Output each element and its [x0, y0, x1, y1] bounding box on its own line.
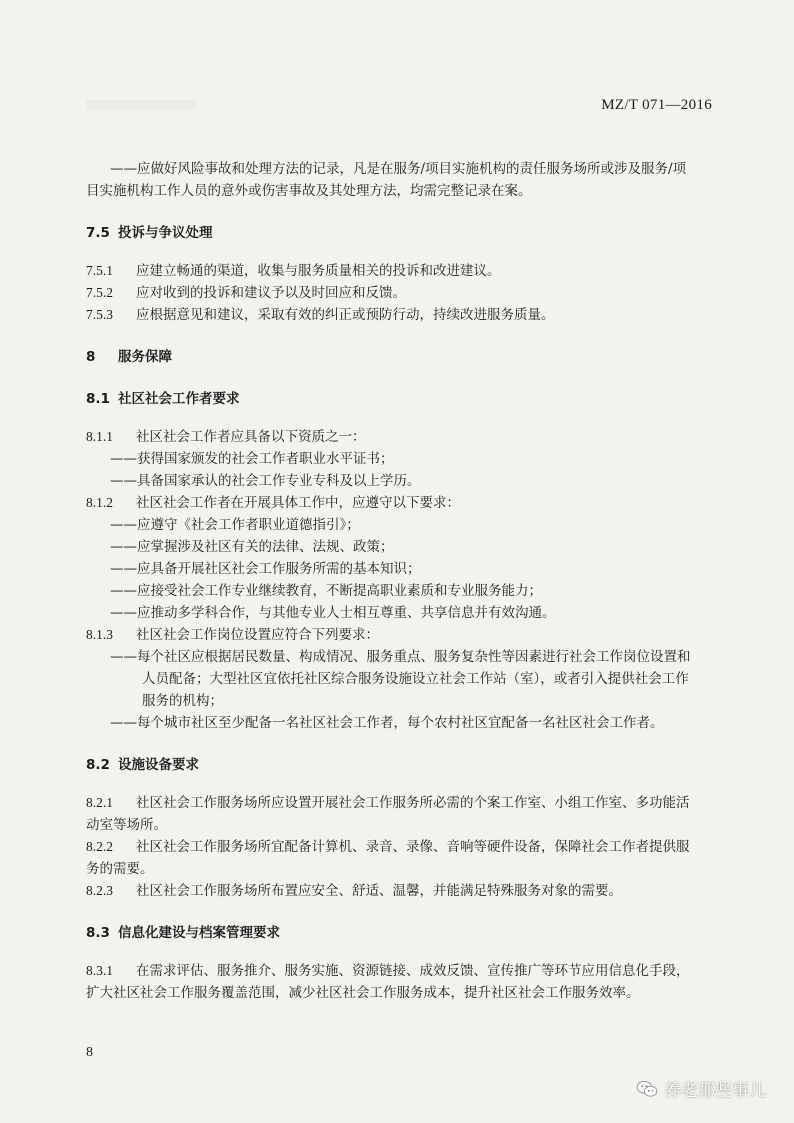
list-item-line: ——每个社区应根据居民数量、构成情况、服务重点、服务复杂性等因素进行社会工作岗位设置和: [110, 649, 691, 665]
section-heading-8: [86, 346, 710, 368]
clause-number: 8.2.1: [86, 795, 113, 810]
wechat-icon: [636, 1080, 658, 1098]
clause-text: 应对收到的投诉和建议予以及时回应和反馈。: [136, 285, 406, 301]
clause-text: 社区社会工作者在开展具体工作中，应遵守以下要求：: [136, 495, 460, 511]
clause-text: 社区社会工作服务场所宜配备计算机、录音、录像、音响等硬件设备，保障社会工作者提供服: [136, 839, 690, 855]
page-content: [86, 158, 710, 1004]
standard-code: MZ/T 071—2016: [601, 97, 712, 113]
list-item: ——每个城市社区至少配备一名社区社会工作者，每个农村社区宜配备一名社区社会工作者。: [110, 715, 664, 731]
section-title: 投诉与争议处理: [118, 225, 213, 241]
list-item: ——应具备开展社区社会工作服务所需的基本知识；: [110, 561, 421, 577]
clause-7-5-2: [86, 282, 710, 304]
clause-number: 8.1.3: [86, 627, 113, 642]
clause-number: 8.1.1: [86, 429, 113, 444]
clause-8-1-2: [86, 492, 710, 514]
clause-number: 7.5.2: [86, 285, 113, 300]
list-item: ——应推动多学科合作，与其他专业人士相互尊重、共享信息并有效沟通。: [110, 605, 556, 621]
clause-8-3-1: [86, 960, 710, 982]
clause-continuation: 扩大社区社会工作服务覆盖范围，减少社区社会工作服务成本，提升社区社会工作服务效率。: [86, 985, 640, 1001]
section-number: 8.3: [86, 925, 110, 941]
clause-number: 8.2.2: [86, 839, 113, 854]
clause-number: 8.2.3: [86, 883, 113, 898]
clause-8-2-2: [86, 836, 710, 858]
section-heading-8-3: [86, 922, 710, 944]
section-number: 7.5: [86, 225, 110, 241]
list-item: ——应接受社会工作专业继续教育，不断提高职业素质和专业服务能力；: [110, 583, 542, 599]
section-number: 8.2: [86, 757, 110, 773]
clause-8-1-3: [86, 624, 710, 646]
clause-number: 7.5.1: [86, 263, 113, 278]
list-item-line: 人员配备；大型社区宜依托社区综合服务设施设立社会工作站（室），或者引入提供社会工作: [142, 671, 689, 687]
section-title: 信息化建设与档案管理要求: [118, 925, 280, 941]
list-item-line: 服务的机构；: [142, 693, 223, 709]
clause-continuation: 动室等场所。: [86, 817, 167, 833]
clause-8-2-3: [86, 880, 710, 902]
section-title: 社区社会工作者要求: [118, 391, 240, 407]
section-heading-8-1: [86, 388, 710, 410]
intro-item-line: ——应做好风险事故和处理方法的记录，凡是在服务/项目实施机构的责任服务场所或涉及服务/项: [110, 161, 687, 177]
section-title: 服务保障: [118, 349, 172, 365]
section-heading-8-2: [86, 754, 710, 776]
clause-number: 7.5.3: [86, 307, 113, 322]
wechat-watermark: [636, 1076, 766, 1101]
list-item: ——应遵守《社会工作者职业道德指引》；: [110, 517, 360, 533]
clause-text: 社区社会工作服务场所布置应安全、舒适、温馨，并能满足特殊服务对象的需要。: [136, 883, 622, 899]
section-title: 设施设备要求: [118, 757, 199, 773]
clause-7-5-3: [86, 304, 710, 326]
clause-continuation: 务的需要。: [86, 861, 154, 877]
clause-number: 8.3.1: [86, 963, 113, 978]
intro-item-line: 目实施机构工作人员的意外或伤害事故及其处理方法，均需完整记录在案。: [86, 183, 532, 199]
list-item: ——获得国家颁发的社会工作者职业水平证书；: [110, 451, 394, 467]
watermark-text: 养老那些事儿: [664, 1081, 766, 1101]
page-number: 8: [86, 1045, 93, 1060]
clause-8-2-1: [86, 792, 710, 814]
clause-8-1-1: [86, 426, 710, 448]
clause-text: 社区社会工作者应具备以下资质之一：: [136, 429, 366, 445]
clause-number: 8.1.2: [86, 495, 113, 510]
section-number: 8: [86, 349, 96, 365]
section-number: 8.1: [86, 391, 110, 407]
section-heading-7-5: [86, 222, 710, 244]
clause-text: 社区社会工作岗位设置应符合下列要求：: [136, 627, 379, 643]
clause-text: 应根据意见和建议，采取有效的纠正或预防行动，持续改进服务质量。: [136, 307, 555, 323]
clause-text: 应建立畅通的渠道，收集与服务质量相关的投诉和改进建议。: [136, 263, 501, 279]
clause-text: 社区社会工作服务场所应设置开展社会工作服务所必需的个案工作室、小组工作室、多功能活: [136, 795, 690, 811]
clause-text: 在需求评估、服务推介、服务实施、资源链接、成效反馈、宣传推广等环节应用信息化手段，: [136, 963, 690, 979]
clause-7-5-1: [86, 260, 710, 282]
bleed-through-mark: [86, 100, 196, 110]
list-item: ——具备国家承认的社会工作专业专科及以上学历。: [110, 473, 421, 489]
list-item: ——应掌握涉及社区有关的法律、法规、政策；: [110, 539, 394, 555]
